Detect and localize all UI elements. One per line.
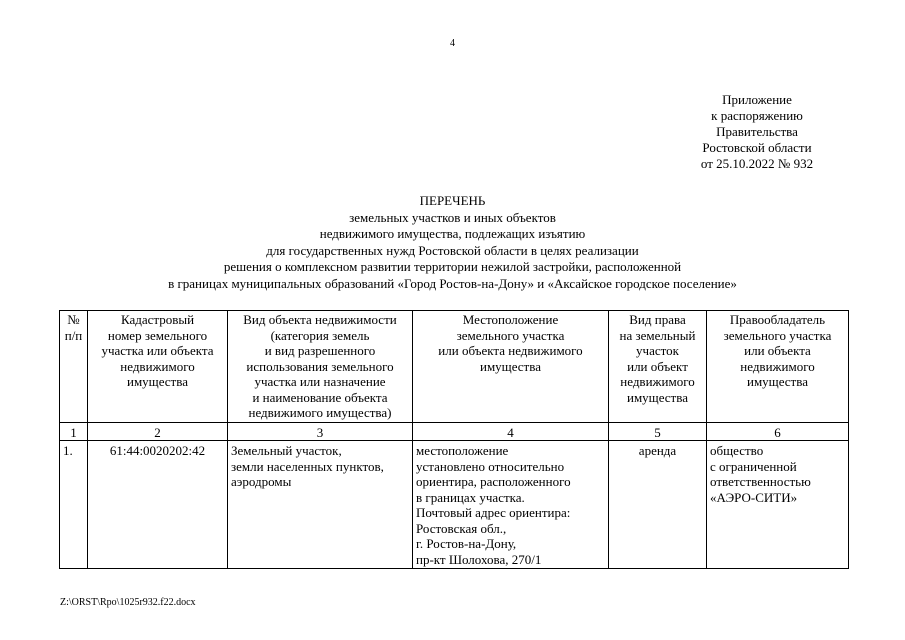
table-header-row: [60, 311, 849, 423]
header-number: № п/п: [60, 311, 88, 423]
document-title: [60, 193, 845, 292]
cell-cadastral-number: 61:44:0020202:42: [88, 441, 228, 569]
column-number: 6: [707, 422, 849, 441]
header-location: Местоположение земельного участка или объекта недвижимого имущества: [413, 311, 609, 423]
appendix-line: Правительства: [716, 124, 798, 139]
column-number: 4: [413, 422, 609, 441]
title-heading: ПЕРЕЧЕНЬ: [419, 193, 486, 208]
title-line: для государственных нужд Ростовской области в целях реализации: [266, 242, 639, 258]
table-row: [60, 441, 849, 569]
column-number: 2: [88, 422, 228, 441]
column-number: 1: [60, 422, 88, 441]
header-right-type: Вид права на земельный участок или объект недвижимого имущества: [609, 311, 707, 423]
title-line: земельных участков и иных объектов: [349, 209, 556, 225]
header-object-kind: Вид объекта недвижимости (категория земель и вид разрешенного использования земельного участка или назначение и наименование объекта недвижимого имущества): [228, 311, 413, 423]
page-number: 4: [450, 38, 455, 49]
footer-file-path: Z:\ORST\Rpo\1025r932.f22.docx: [60, 597, 196, 608]
column-number: 5: [609, 422, 707, 441]
column-numbers-row: [60, 422, 849, 441]
title-line: недвижимого имущества, подлежащих изъятию: [319, 226, 586, 241]
header-owner: Правообладатель земельного участка или объекта недвижимого имущества: [707, 311, 849, 423]
title-line: в границах муниципальных образований «Город Ростов-на-Дону» и «Аксайское городское поселение»: [168, 275, 737, 291]
column-number: 3: [228, 422, 413, 441]
cell-number: 1.: [60, 441, 88, 569]
title-line: решения о комплексном развитии территории нежилой застройки, расположенной: [223, 259, 682, 274]
appendix-date-line: от 25.10.2022 № 932: [700, 156, 814, 171]
header-cadastral-number: Кадастровый номер земельного участка или объекта недвижимого имущества: [88, 311, 228, 423]
appendix-line: к распоряжению: [711, 108, 803, 123]
cell-owner: общество с ограниченной ответственностью «АЭРО-СИТИ»: [707, 441, 849, 569]
property-register-table: [59, 310, 849, 569]
appendix-block: [658, 92, 856, 172]
cell-right-type: аренда: [609, 441, 707, 569]
cell-location: местоположение установлено относительно ориентира, расположенного в границах участка. Почтовый адрес ориентира: Ростовская обл., г. Ростов-на-Дону, пр-кт Шолохова, 270/1: [413, 441, 609, 569]
cell-object-kind: Земельный участок, земли населенных пунктов, аэродромы: [228, 441, 413, 569]
appendix-line: Ростовской области: [702, 140, 812, 155]
appendix-line: Приложение: [722, 92, 792, 107]
